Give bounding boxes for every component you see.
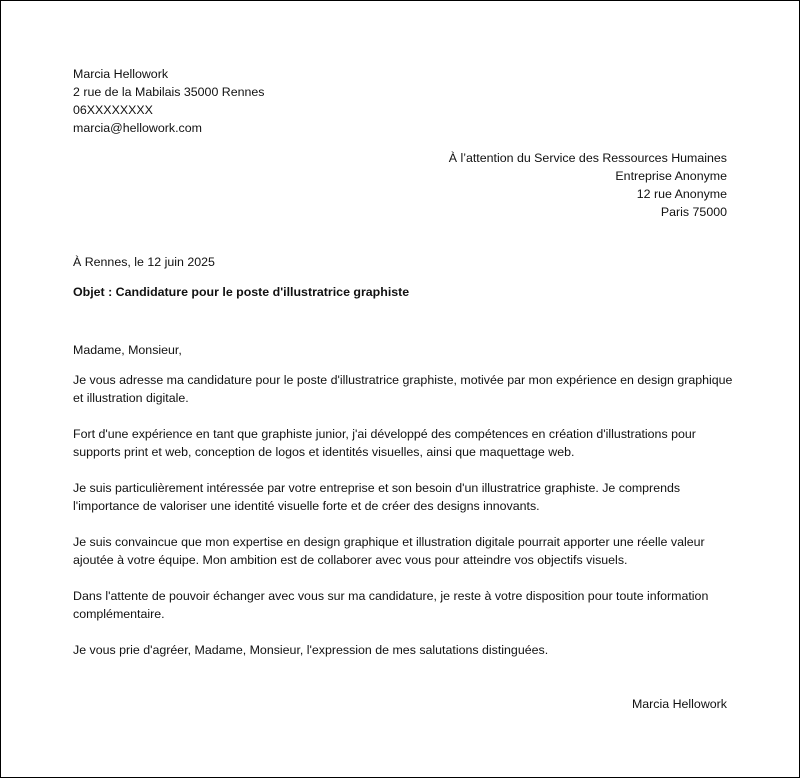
signature: Marcia Hellowork (631, 697, 727, 711)
closing-paragraph: Je vous prie d'agréer, Madame, Monsieur, l'expression de mes salutations distinguées. (73, 643, 549, 657)
body-paragraph: Je suis convaincue que mon expertise en design graphique et illustration digitale pourrait apporter une réelle valeur ajoutée à votre équipe. Mon ambition est de collaborer avec vous pour atteindre vos objectifs visuels. (73, 535, 705, 567)
recipient-city: Paris 75000 (660, 205, 727, 219)
body-paragraph: Je vous adresse ma candidature pour le poste d'illustratrice graphiste, motivée par mon expérience en design graphique et illustration digitale. (73, 373, 733, 405)
sender-phone: 06XXXXXXXX (73, 103, 153, 117)
sender-address: 2 rue de la Mabilais 35000 Rennes (73, 85, 265, 99)
body-paragraph: Fort d'une expérience en tant que graphiste junior, j'ai développé des compétences en création d'illustrations pour supports print et web, conception de logos et identités visuelles, ainsi que maquettage web. (73, 427, 696, 459)
body-paragraph: Dans l'attente de pouvoir échanger avec vous sur ma candidature, je reste à votre disposition pour toute information complémentaire. (73, 589, 709, 621)
body-paragraph: Je suis particulièrement intéressée par votre entreprise et son besoin d'un illustratrice graphiste. Je comprends l'importance de valoriser une identité visuelle forte et de créer des designs innovants. (73, 481, 681, 513)
subject-line: Objet : Candidature pour le poste d'illustratrice graphiste (73, 285, 410, 299)
recipient-company: Entreprise Anonyme (615, 169, 727, 183)
date-line: À Rennes, le 12 juin 2025 (73, 255, 215, 269)
recipient-street: 12 rue Anonyme (636, 187, 727, 201)
sender-name: Marcia Hellowork (73, 67, 169, 81)
salutation: Madame, Monsieur, (73, 343, 182, 357)
recipient-attention: À l’attention du Service des Ressources Humaines (448, 151, 727, 165)
sender-email: marcia@hellowork.com (73, 121, 202, 135)
